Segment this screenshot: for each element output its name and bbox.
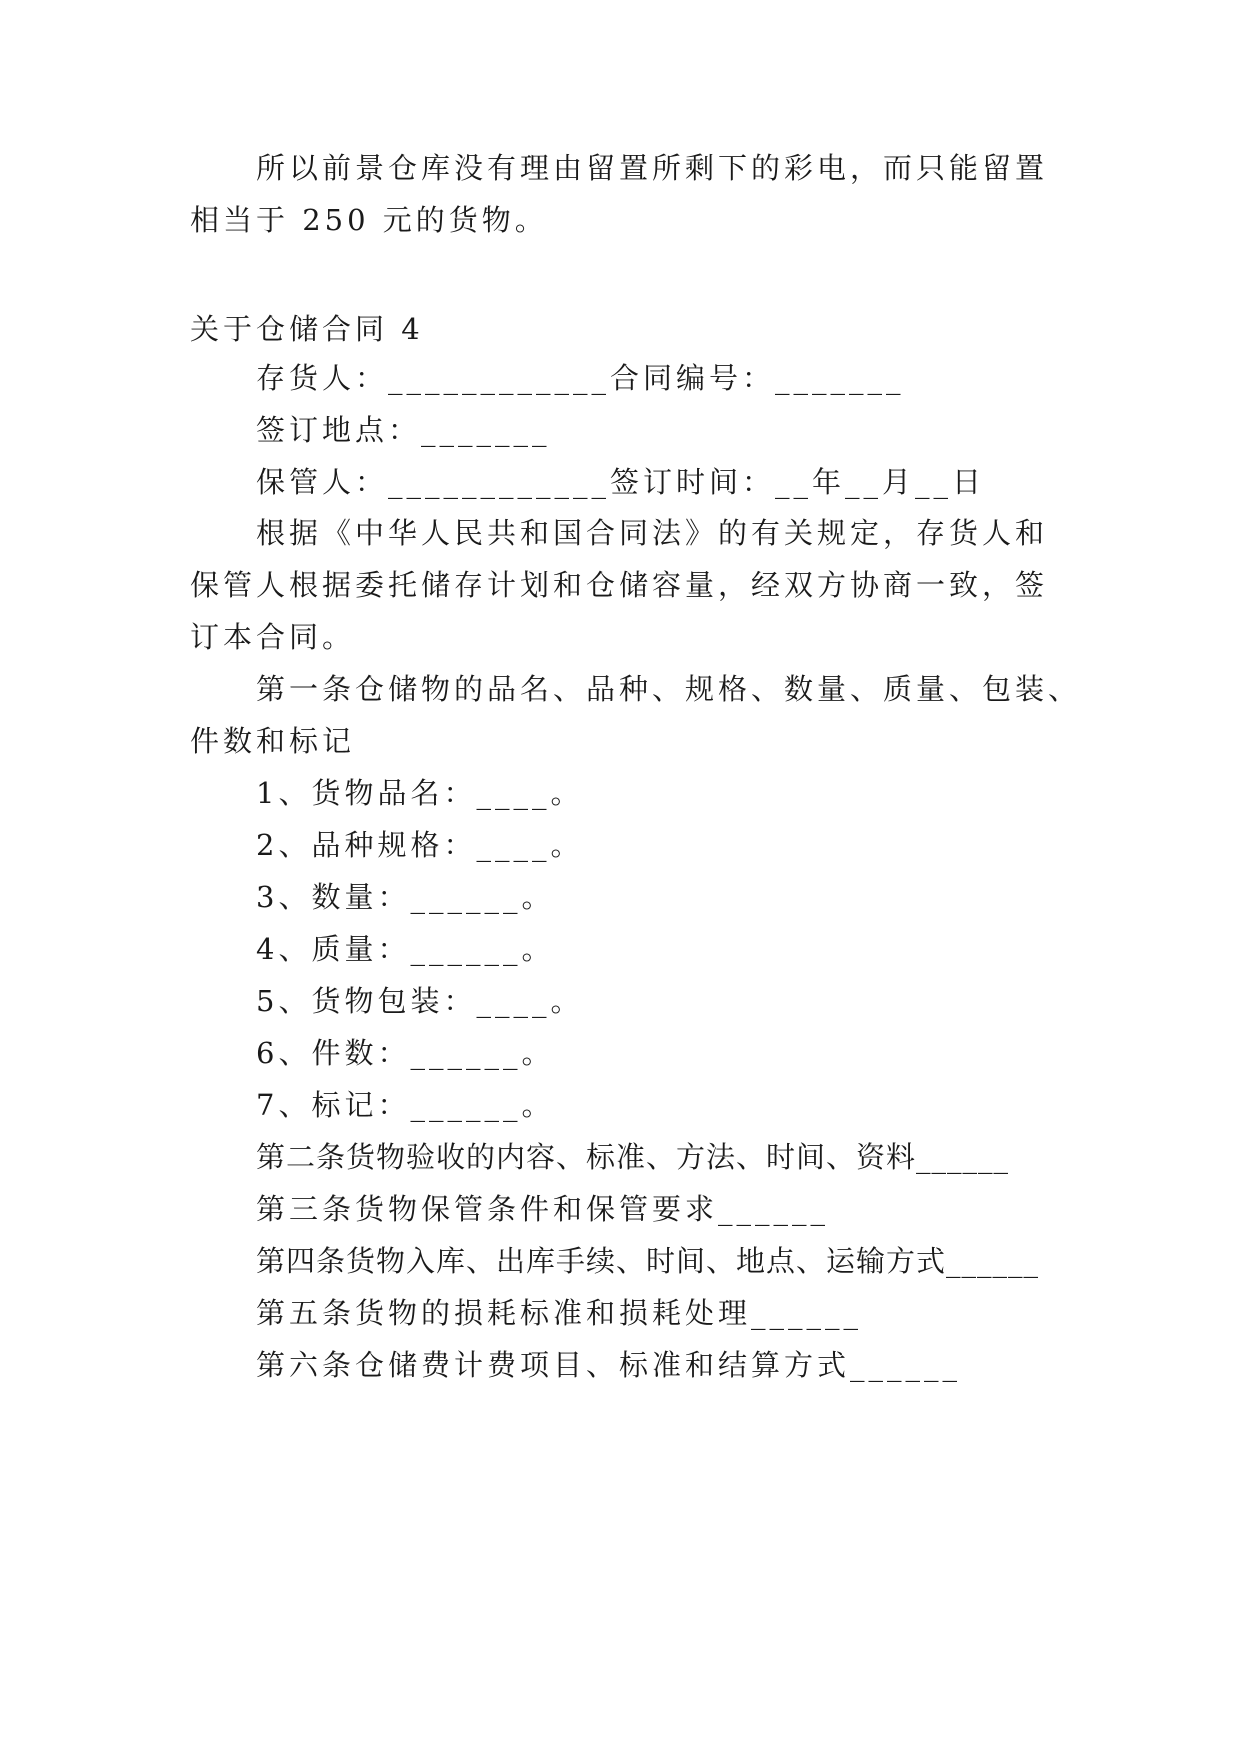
- form-field-line: 存货人：____________合同编号：_______: [256, 361, 905, 395]
- list-item: 2、品种规格：____。: [256, 828, 584, 862]
- text-line: 根据《中华人民共和国合同法》的有关规定，存货人和: [256, 516, 1049, 550]
- list-item: 5、货物包装：____。: [256, 984, 584, 1018]
- clause-line: 第五条货物的损耗标准和损耗处理______: [256, 1296, 863, 1330]
- clause-line: 第四条货物入库、出库手续、时间、地点、运输方式______: [256, 1244, 1040, 1278]
- text-line: 相当于 250 元的货物。: [190, 203, 548, 237]
- clause-line: 第六条仓储费计费项目、标准和结算方式______: [256, 1348, 962, 1382]
- section-heading: 关于仓储合同 4: [190, 312, 424, 346]
- text-line: 保管人根据委托储存计划和仓储容量，经双方协商一致，签: [190, 568, 1049, 602]
- clause-line: 第二条货物验收的内容、标准、方法、时间、资料______: [256, 1140, 1010, 1174]
- text-line: 所以前景仓库没有理由留置所剩下的彩电，而只能留置: [256, 151, 1049, 185]
- form-field-line: 签订地点：_______: [256, 413, 551, 447]
- list-item: 4、质量：______。: [256, 932, 555, 966]
- list-item: 6、件数：______。: [256, 1036, 555, 1070]
- text-line: 订本合同。: [190, 620, 356, 654]
- list-item: 7、标记：______。: [256, 1088, 555, 1122]
- clause-line: 第三条货物保管条件和保管要求______: [256, 1192, 830, 1226]
- form-field-line: 保管人：____________签订时间：__年__月__日: [256, 465, 986, 499]
- clause-line: 第一条仓储物的品名、品种、规格、数量、质量、包装、: [256, 672, 1082, 706]
- clause-line: 件数和标记: [190, 724, 356, 758]
- list-item: 3、数量：______。: [256, 880, 555, 914]
- list-item: 1、货物品名：____。: [256, 776, 584, 810]
